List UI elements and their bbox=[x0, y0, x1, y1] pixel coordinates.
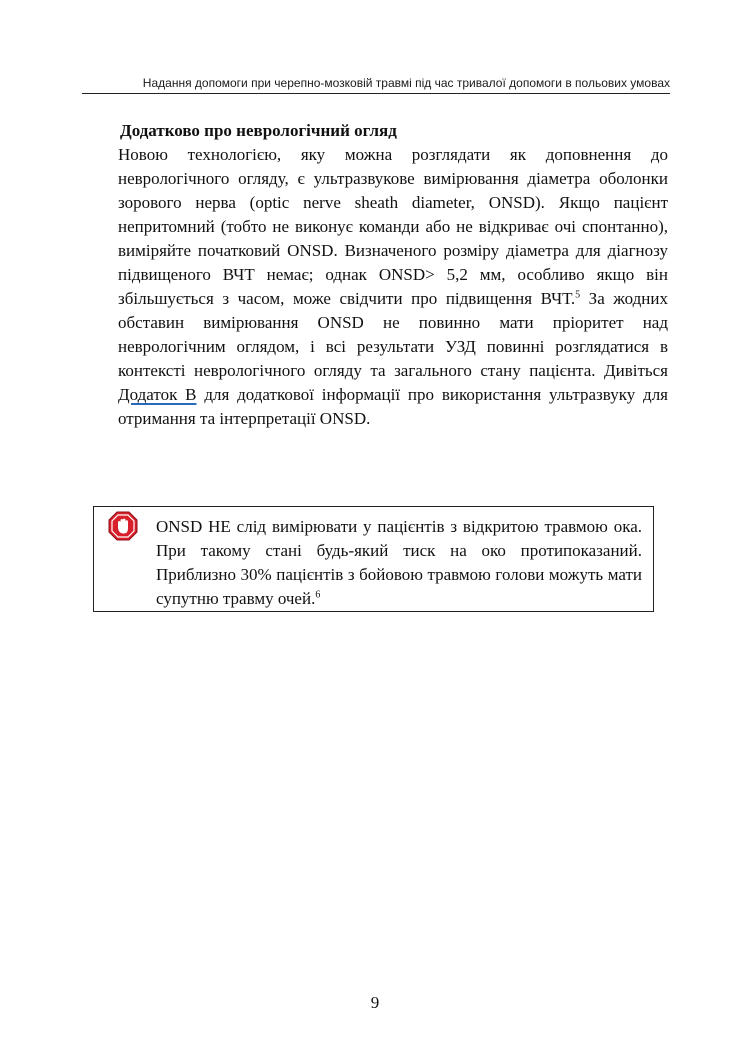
warning-text-body: ONSD НЕ слід вимірювати у пацієнтів з відкритою травмою ока. При такому стані будь-який тиск на око протипоказаний. Приблизно 30% пацієнтів з бойовою травмою голови можуть мати супутню травму очей. bbox=[156, 517, 642, 608]
footnote-ref-6[interactable]: 6 bbox=[315, 589, 321, 601]
page-number: 9 bbox=[370, 993, 380, 1012]
footnote-ref-5[interactable]: 5 bbox=[575, 289, 581, 301]
header-rule bbox=[82, 93, 670, 94]
warning-text bbox=[156, 515, 642, 611]
body-paragraph bbox=[118, 143, 668, 431]
running-header: Надання допомоги при черепно-мозковій травмі під час тривалої допомоги в польових умовах bbox=[142, 76, 670, 90]
section-heading: Додатково про неврологічний огляд bbox=[120, 121, 397, 140]
paragraph-text-part-3: для додаткової інформації про використання ультразвуку для отримання та інтерпретації ONSD. bbox=[118, 385, 669, 428]
warning-box bbox=[93, 506, 654, 612]
appendix-b-link[interactable]: Додаток В bbox=[118, 385, 197, 404]
paragraph-text-part-2: За жодних обставин вимірювання ONSD не повинно мати пріоритет над неврологічним оглядом, і всі результати УЗД повинні розглядатися в контексті неврологічного огляду та загального стану пацієнта. Дивіться bbox=[118, 289, 668, 380]
section-additional-neuro-exam bbox=[118, 120, 668, 431]
paragraph-text-part-1: Новою технологією, яку можна розглядати як доповнення до неврологічного огляду, є ультразвукове вимірювання діаметра оболонки зорового нерва (optic nerve sheath diameter, ONSD). Якщо пацієнт непритомний (тобто не виконує команди або не відкриває очі спонтанно), виміряйте початковий ONSD. Визначеного розміру діаметра для діагнозу підвищеного ВЧТ немає; однак ONSD> 5,2 мм, особливо якщо він збільшується з часом, може свідчити про підвищення ВЧТ. bbox=[118, 145, 668, 308]
stop-icon bbox=[108, 511, 138, 541]
